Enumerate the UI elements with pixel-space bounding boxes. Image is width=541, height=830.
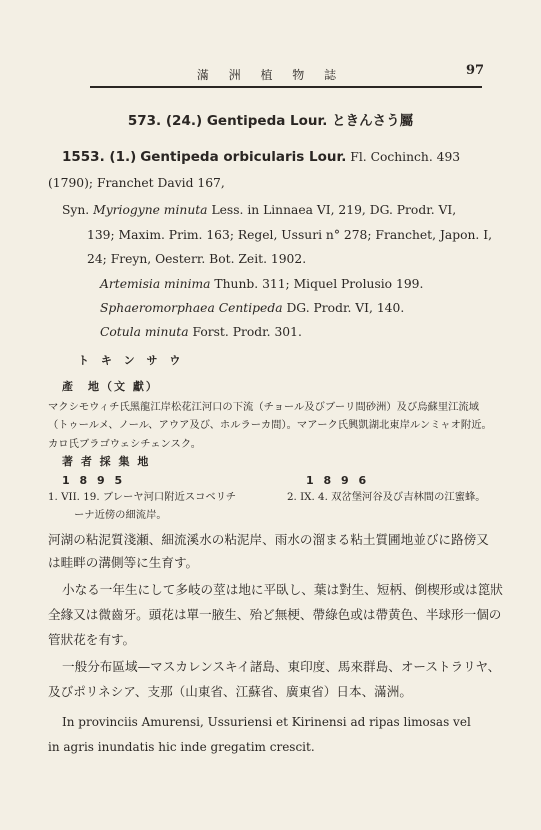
syn-name-myriogyne: Myriogyne minuta [93,203,208,217]
latin-line-1: In provinciis Amurensi, Ussuriensi et Kirinensi ad ripas limosas vel [62,715,471,729]
synonym-line-1 [62,204,456,216]
header-rule [90,86,482,88]
species-number: 1553. (1.) [62,149,137,165]
running-header-title: 滿 洲 植 物 誌 [196,68,345,82]
description-line-3: 管狀花を有す。 [48,632,136,647]
syn-citation-cotula: Forst. Prodr. 301. [192,325,302,339]
locality-line-1: マクシモウィチ氏黑龍江岸松花江河口の下流（チョール及びブーリ間砂洲）及び烏蘇里江流域 [48,401,480,413]
synonym-line-2: 139; Maxim. Prim. 163; Regel, Ussuri n° 278; Franchet, Japon. I, [87,228,492,242]
syn-label: Syn. [62,203,90,217]
distribution-line-1: 一般分布區域—マスカレンスキイ諸島、東印度、馬來群島、オーストラリヤ、 [62,659,501,674]
habitat-line-2: は畦畔の溝側等に生育す。 [48,555,199,570]
collection-entry-1-line-2: ーナ近傍の細流岸。 [74,509,167,521]
japanese-name: ト キ ン サ ウ [78,354,185,367]
genus-heading: 573. (24.) Gentipeda Lour. ときんさう屬 [127,113,414,129]
page-number: 97 [466,63,485,78]
syn-name-cotula: Cotula minuta [100,325,189,339]
distribution-line-2: 及びポリネシア、支那（山東省、江蘇省、廣東省）日本、滿洲。 [48,684,412,699]
collection-year-1895: 1 8 9 5 [62,474,126,487]
collection-entry-1-line-1: 1. VII. 19. ブレーヤ河口附近スコベリチ [48,491,237,503]
description-line-1: 小なる一年生にして多岐の莖は地に平臥し、葉は對生、短柄、倒楔形或は箆狀 [62,582,503,597]
syn-name-artemisia: Artemisia minima [100,277,211,291]
synonym-line-3: 24; Freyn, Oesterr. Bot. Zeit. 1902. [87,252,307,266]
species-line-2: (1790); Franchet David 167, [48,176,225,190]
locality-heading: 產 地（文 獻） [62,380,159,393]
description-line-2: 全緣又は微齒牙。頭花は單一腋生、殆ど無梗、帶綠色或は帶黄色、半球形一個の [48,607,502,622]
locality-line-2: （トゥールメ、ノール、アウア及び、ホルラーカ間）。マアーク氏興凱湖北東岸ルンミャオ附近。 [48,419,492,431]
syn-citation-1: Less. in Linnaea VI, 219, DG. Prodr. VI, [211,203,457,217]
synonym-cotula [100,326,302,338]
citation-1: Fl. Cochinch. 493 [350,150,461,164]
syn-name-sphaeromorphaea: Sphaeromorphaea Centipeda [100,301,283,315]
locality-line-3: カロ氏ブラゴウェシチェンスク。 [48,438,202,450]
species-name: Gentipeda orbicularis Lour. [140,149,347,165]
syn-citation-artemisia: Thunb. 311; Miquel Prolusio 199. [214,277,424,291]
collection-year-1896: 1 8 9 6 [306,474,370,487]
collection-entry-2: 2. IX. 4. 双岔堡河谷及び吉林間の江蜜蜂。 [287,491,486,503]
species-line-1 [62,151,460,165]
latin-line-2: in agris inundatis hic inde gregatim crescit. [48,740,315,754]
synonym-sphaeromorphaea [100,302,404,314]
habitat-line-1: 河湖の粘泥質淺瀬、細流溪水の粘泥岸、雨水の溜まる粘土質圃地並びに路傍又 [48,532,489,547]
synonym-artemisia [100,278,423,290]
collection-heading: 著 者 採 集 地 [62,455,151,468]
syn-citation-sphaeromorphaea: DG. Prodr. VI, 140. [286,301,405,315]
